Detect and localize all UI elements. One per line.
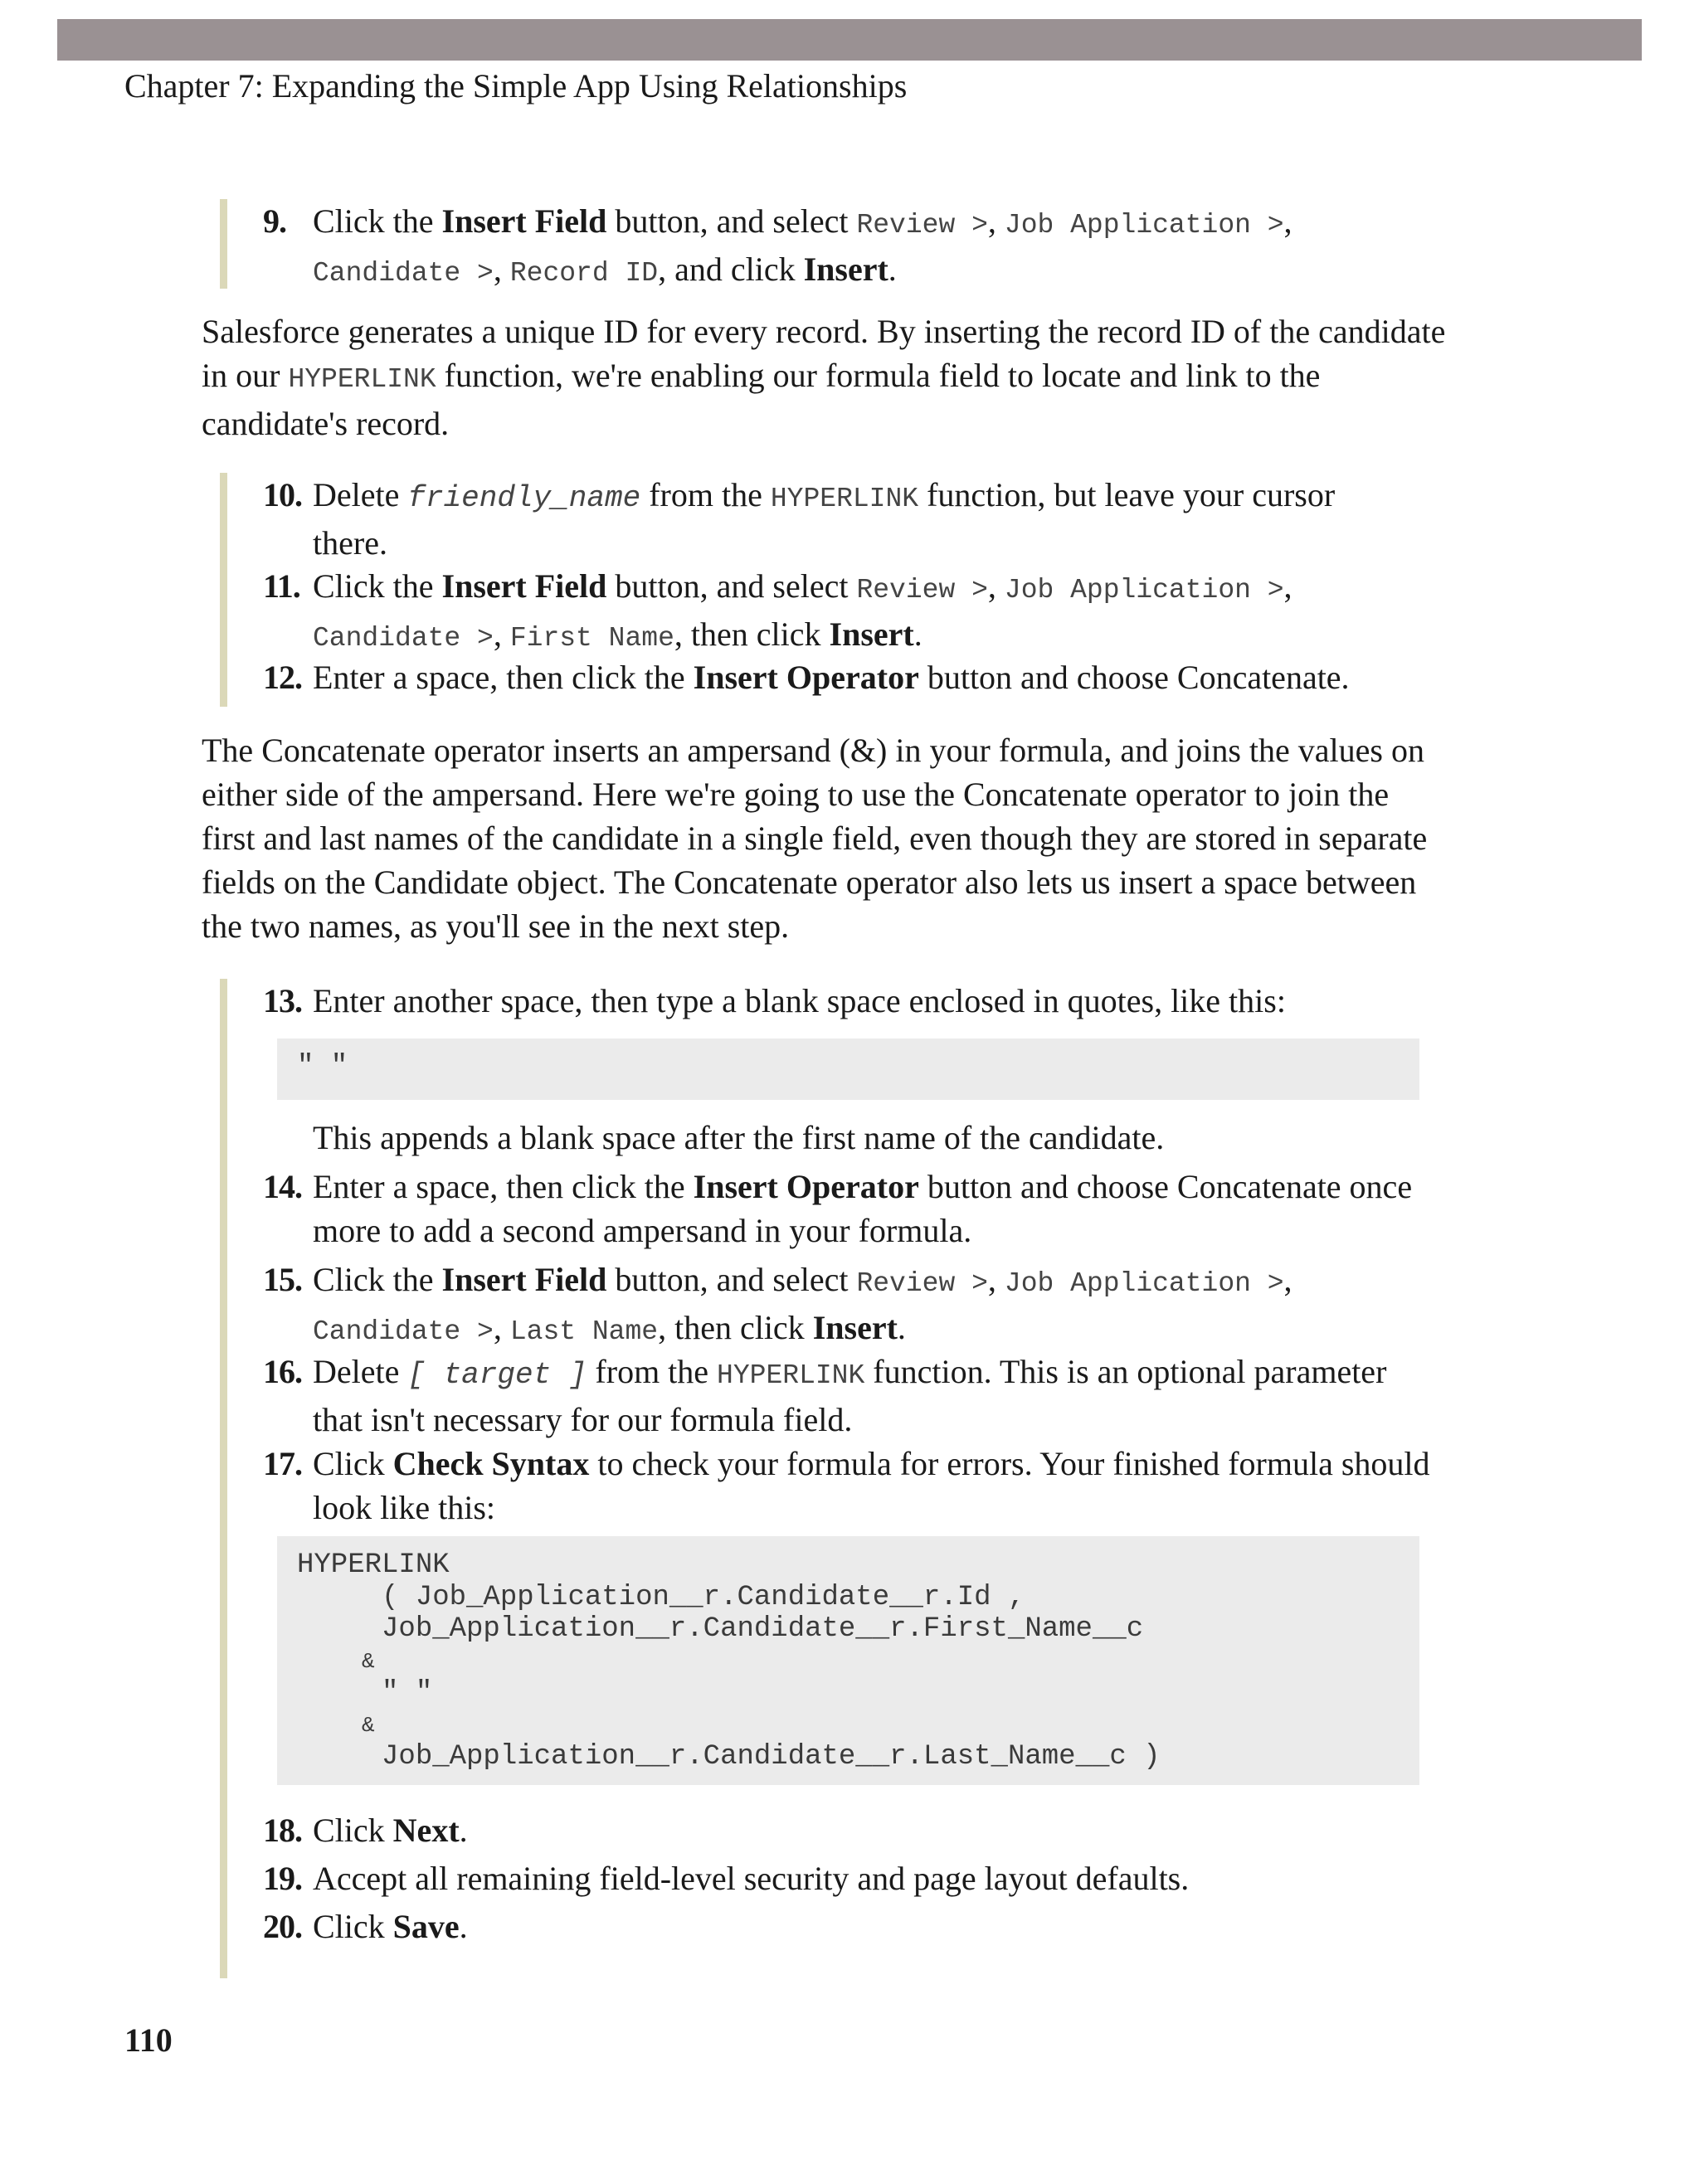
step-19: 19. Accept all remaining field-level security and page layout defaults. — [263, 1860, 1190, 1897]
code-block-formula: HYPERLINK ( Job_Application__r.Candidate__r.Id , Job_Application__r.Candidate__r.First_Name__c & " " & Job_Application__r.Candidate__r.Last_Name__c ) — [277, 1536, 1419, 1785]
page-number: 110 — [124, 2021, 173, 2059]
step-block-3-end — [220, 1808, 1439, 1974]
step-10: 10. Delete friendly_name from the HYPERLINK function, but leave your cursor there. — [263, 476, 1336, 562]
step-12: 12. Enter a space, then click the Insert Operator button and choose Concatenate. — [263, 659, 1350, 696]
step-9: 9. Click the Insert Field button, and select Review >, Job Application >, Candidate >, Record ID, and click Insert. — [263, 202, 1293, 289]
step-11: 11. Click the Insert Field button, and select Review >, Job Application >, Candidate >, First Name, then click Insert. — [263, 567, 1293, 654]
chapter-title: Chapter 7: Expanding the Simple App Using Relationships — [124, 67, 908, 105]
step-18: 18. Click Next. — [263, 1812, 468, 1849]
step-15: 15. Click the Insert Field button, and select Review >, Job Application >, Candidate >, Last Name, then click Insert. — [263, 1261, 1293, 1347]
paragraph-record-id: Salesforce generates a unique ID for every record. By inserting the record ID of the candidate in our HYPERLINK function, we're enabling our formula field to locate and link to the candidate's record. — [202, 313, 1446, 442]
step-17: 17. Click Check Syntax to check your formula for errors. Your finished formula should look like this: — [263, 1445, 1430, 1526]
paragraph-concatenate: The Concatenate operator inserts an ampersand (&) in your formula, and joins the values on either side of the ampersand. Here we're going to use the Concatenate operator to join the first and last names of the candidate in a single field, even though they are stored in separate fields on the Candidate object. The Concatenate operator also lets us insert a space between the two names, as you'll see in the next step. — [202, 732, 1428, 945]
header-bar — [57, 19, 1642, 61]
step-13: 13. Enter another space, then type a blank space enclosed in quotes, like this: — [263, 982, 1286, 1019]
step-16: 16. Delete [ target ] from the HYPERLINK function. This is an optional parameter that isn't necessary for our formula field. — [263, 1353, 1387, 1438]
code-block-quotes: " " — [277, 1038, 1419, 1100]
step-13-note: This appends a blank space after the first name of the candidate. — [313, 1119, 1165, 1156]
step-20: 20. Click Save. — [263, 1908, 468, 1945]
step-14: 14. Enter a space, then click the Insert Operator button and choose Concatenate once more to add a second ampersand in your formula. — [263, 1168, 1413, 1249]
step-block-1 — [220, 199, 1439, 289]
step-block-2 — [220, 473, 1439, 707]
